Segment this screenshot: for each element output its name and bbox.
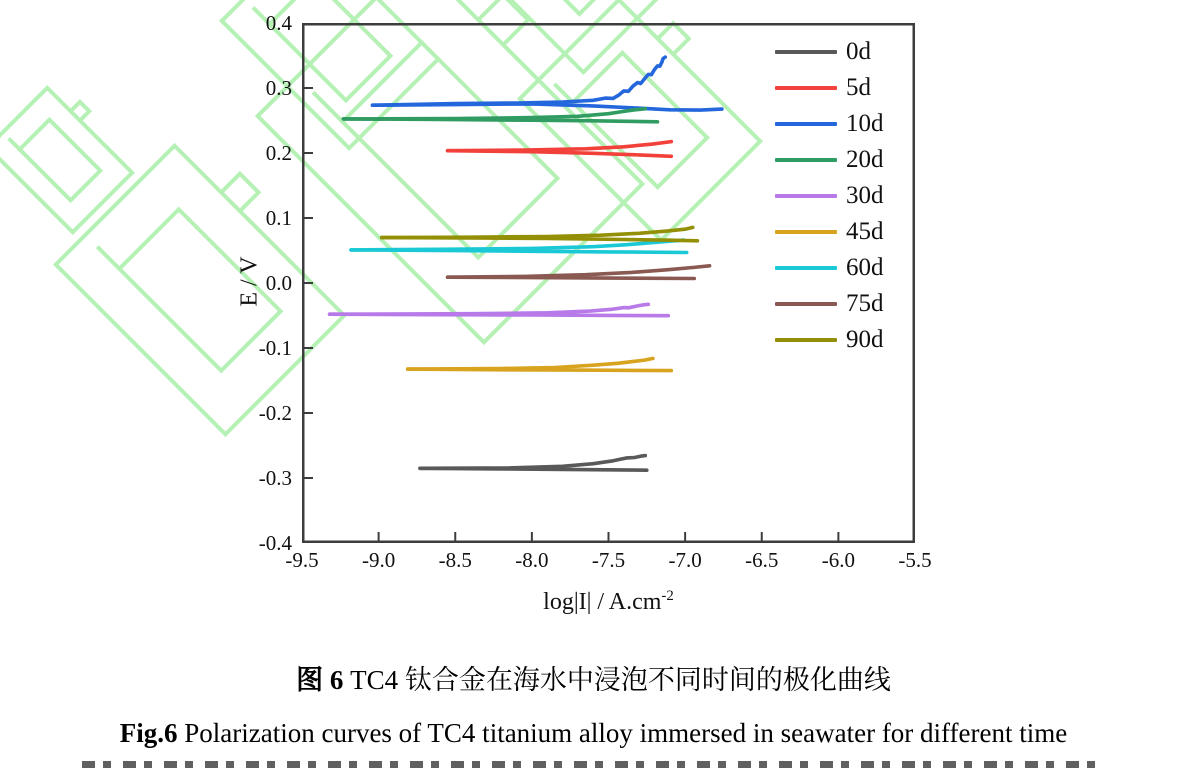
y-tick-label: 0.2: [265, 141, 292, 165]
y-tick-label: -0.4: [258, 531, 292, 555]
curve-60d: [351, 240, 684, 250]
caption-english-text: Polarization curves of TC4 titanium alloy immersed in seawater for different time: [177, 718, 1068, 748]
legend-line-sample: [775, 50, 837, 54]
y-tick-label: 0.4: [265, 11, 292, 35]
curve-20d: [343, 109, 645, 119]
curve-0d: [420, 456, 645, 469]
legend-line-sample: [775, 230, 837, 234]
legend-item-30d: [775, 178, 884, 214]
x-tick-label: -5.5: [898, 548, 932, 572]
legend-line-sample: [775, 338, 837, 342]
caption-english-number: Fig.6: [119, 718, 178, 748]
x-tick-label: -6.5: [745, 548, 779, 572]
x-tick-label: -9.0: [362, 548, 396, 572]
cropped-text-row: [82, 761, 1105, 768]
legend-label: 30d: [846, 182, 884, 209]
legend-label: 5d: [846, 74, 871, 101]
x-tick-label: -9.5: [285, 548, 319, 572]
x-tick-label: -8.5: [438, 548, 472, 572]
caption-english: [0, 716, 1187, 750]
y-tick-label: 0.3: [265, 76, 292, 100]
legend-item-0d: [775, 34, 884, 70]
curve-10d: [373, 57, 666, 105]
x-tick-label: -8.0: [515, 548, 549, 572]
legend: [775, 34, 884, 358]
y-axis-title: [237, 192, 264, 372]
legend-item-75d: [775, 286, 884, 322]
x-tick-label: -7.5: [591, 548, 626, 572]
curve-5d: [448, 142, 672, 151]
x-axis-title: [302, 588, 915, 616]
legend-line-sample: [775, 302, 837, 306]
curve-45d: [408, 358, 653, 369]
legend-item-10d: [775, 106, 884, 142]
legend-label: 0d: [846, 38, 871, 65]
legend-item-90d: [775, 322, 884, 358]
x-axis-title-exponent: -2: [661, 588, 674, 604]
legend-item-60d: [775, 250, 884, 286]
curve-30d: [330, 304, 649, 314]
curve-75d: [448, 266, 710, 277]
caption-chinese-number: 图 6: [296, 665, 344, 695]
y-tick-label: -0.2: [258, 401, 292, 425]
legend-item-5d: [775, 70, 884, 106]
caption-chinese-text: TC4 钛合金在海水中浸泡不同时间的极化曲线: [343, 665, 891, 695]
y-tick-label: -0.3: [258, 466, 292, 490]
y-tick-label: 0.1: [265, 206, 292, 230]
y-tick-label: 0.0: [265, 271, 292, 295]
legend-label: 20d: [846, 146, 884, 173]
legend-line-sample: [775, 266, 837, 270]
legend-label: 45d: [846, 218, 884, 245]
legend-line-sample: [775, 86, 837, 90]
curve-90d: [382, 227, 693, 237]
legend-label: 10d: [846, 110, 884, 137]
legend-label: 60d: [846, 254, 884, 281]
legend-item-45d: [775, 214, 884, 250]
x-tick-label: -6.0: [821, 548, 855, 572]
legend-item-20d: [775, 142, 884, 178]
legend-label: 90d: [846, 326, 884, 353]
x-tick-label: -7.0: [668, 548, 702, 572]
y-axis-title-text: E / V: [236, 256, 263, 307]
legend-line-sample: [775, 122, 837, 126]
y-tick-label: -0.1: [258, 336, 292, 360]
caption-chinese: [0, 664, 1187, 696]
legend-label: 75d: [846, 290, 884, 317]
legend-line-sample: [775, 158, 837, 162]
legend-line-sample: [775, 194, 837, 198]
x-axis-title-text: log|I| / A.cm: [543, 589, 662, 615]
